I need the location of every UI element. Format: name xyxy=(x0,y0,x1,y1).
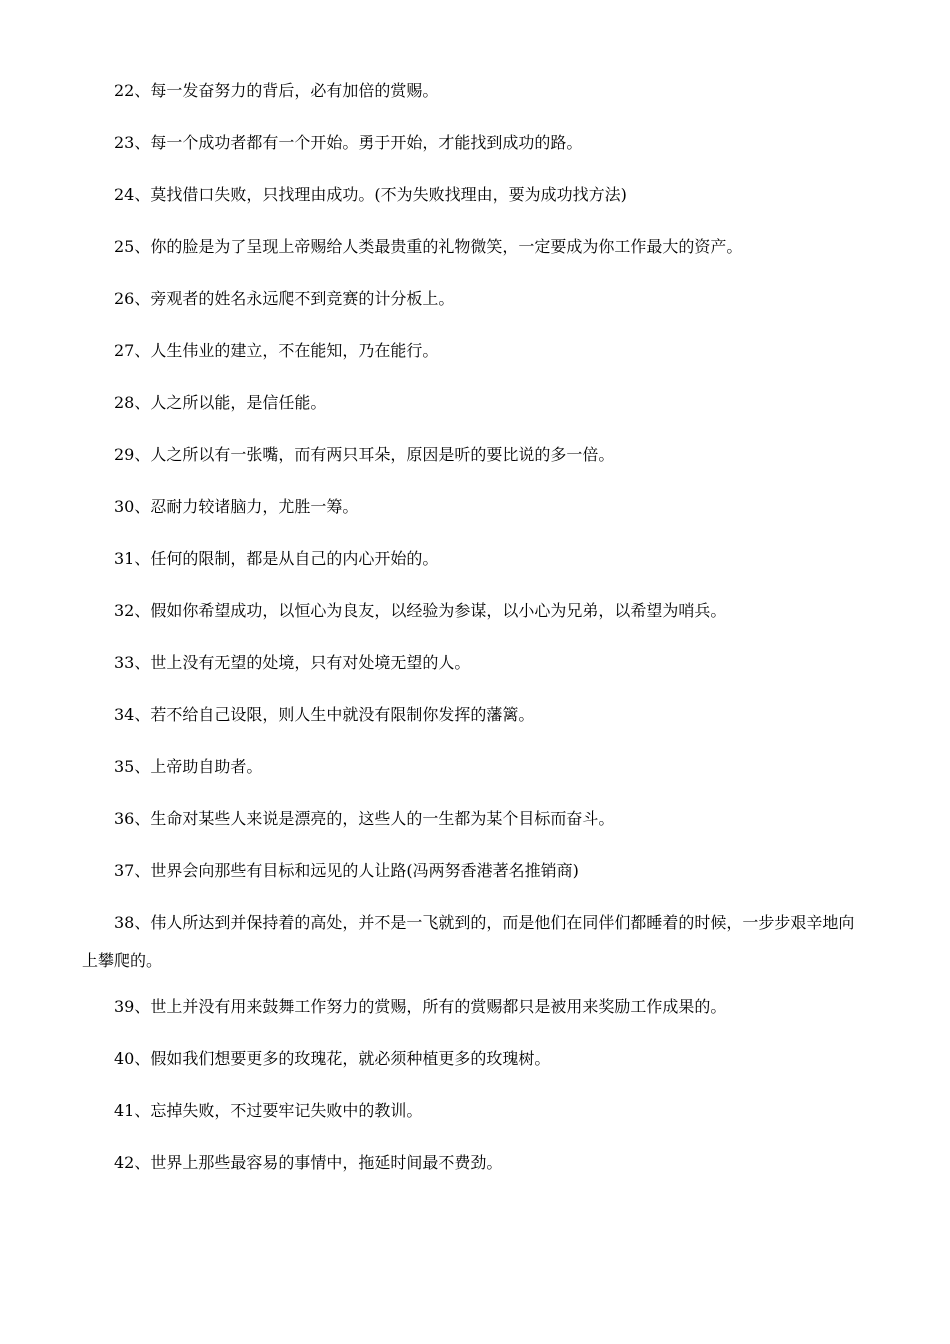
paragraph-34: 34、若不给自己设限，则人生中就没有限制你发挥的藩篱。 xyxy=(114,705,535,724)
paragraph-38: 38、伟人所达到并保持着的高处，并不是一飞就到的，而是他们在同伴们都睡着的时候，一步步艰辛地向上攀爬的。 xyxy=(82,913,855,970)
paragraph-37: 37、世界会向那些有目标和远见的人让路(冯两努香港著名推销商) xyxy=(114,861,579,880)
paragraph-24: 24、莫找借口失败，只找理由成功。(不为失败找理由，要为成功找方法) xyxy=(114,185,627,204)
paragraph-41: 41、忘掉失败，不过要牢记失败中的教训。 xyxy=(114,1101,423,1120)
paragraph-32: 32、假如你希望成功，以恒心为良友，以经验为参谋，以小心为兄弟，以希望为哨兵。 xyxy=(114,601,727,620)
document-body xyxy=(82,78,862,1202)
paragraph-36: 36、生命对某些人来说是漂亮的，这些人的一生都为某个目标而奋斗。 xyxy=(114,809,615,828)
paragraph-27: 27、人生伟业的建立，不在能知，乃在能行。 xyxy=(114,341,439,360)
paragraph-28: 28、人之所以能，是信任能。 xyxy=(114,393,327,412)
paragraph-26: 26、旁观者的姓名永远爬不到竞赛的计分板上。 xyxy=(114,289,455,308)
paragraph-42: 42、世界上那些最容易的事情中，拖延时间最不费劲。 xyxy=(114,1153,503,1172)
paragraph-29: 29、人之所以有一张嘴，而有两只耳朵，原因是听的要比说的多一倍。 xyxy=(114,445,615,464)
paragraph-22: 22、每一发奋努力的背后，必有加倍的赏赐。 xyxy=(114,81,439,100)
paragraph-25: 25、你的脸是为了呈现上帝赐给人类最贵重的礼物微笑，一定要成为你工作最大的资产。 xyxy=(114,237,743,256)
paragraph-39: 39、世上并没有用来鼓舞工作努力的赏赐，所有的赏赐都只是被用来奖励工作成果的。 xyxy=(114,997,727,1016)
paragraph-33: 33、世上没有无望的处境，只有对处境无望的人。 xyxy=(114,653,471,672)
paragraph-30: 30、忍耐力较诸脑力，尤胜一筹。 xyxy=(114,497,359,516)
paragraph-40: 40、假如我们想要更多的玫瑰花，就必须种植更多的玫瑰树。 xyxy=(114,1049,551,1068)
paragraph-23: 23、每一个成功者都有一个开始。勇于开始，才能找到成功的路。 xyxy=(114,133,583,152)
paragraph-35: 35、上帝助自助者。 xyxy=(114,757,263,776)
paragraph-31: 31、任何的限制，都是从自己的内心开始的。 xyxy=(114,549,439,568)
